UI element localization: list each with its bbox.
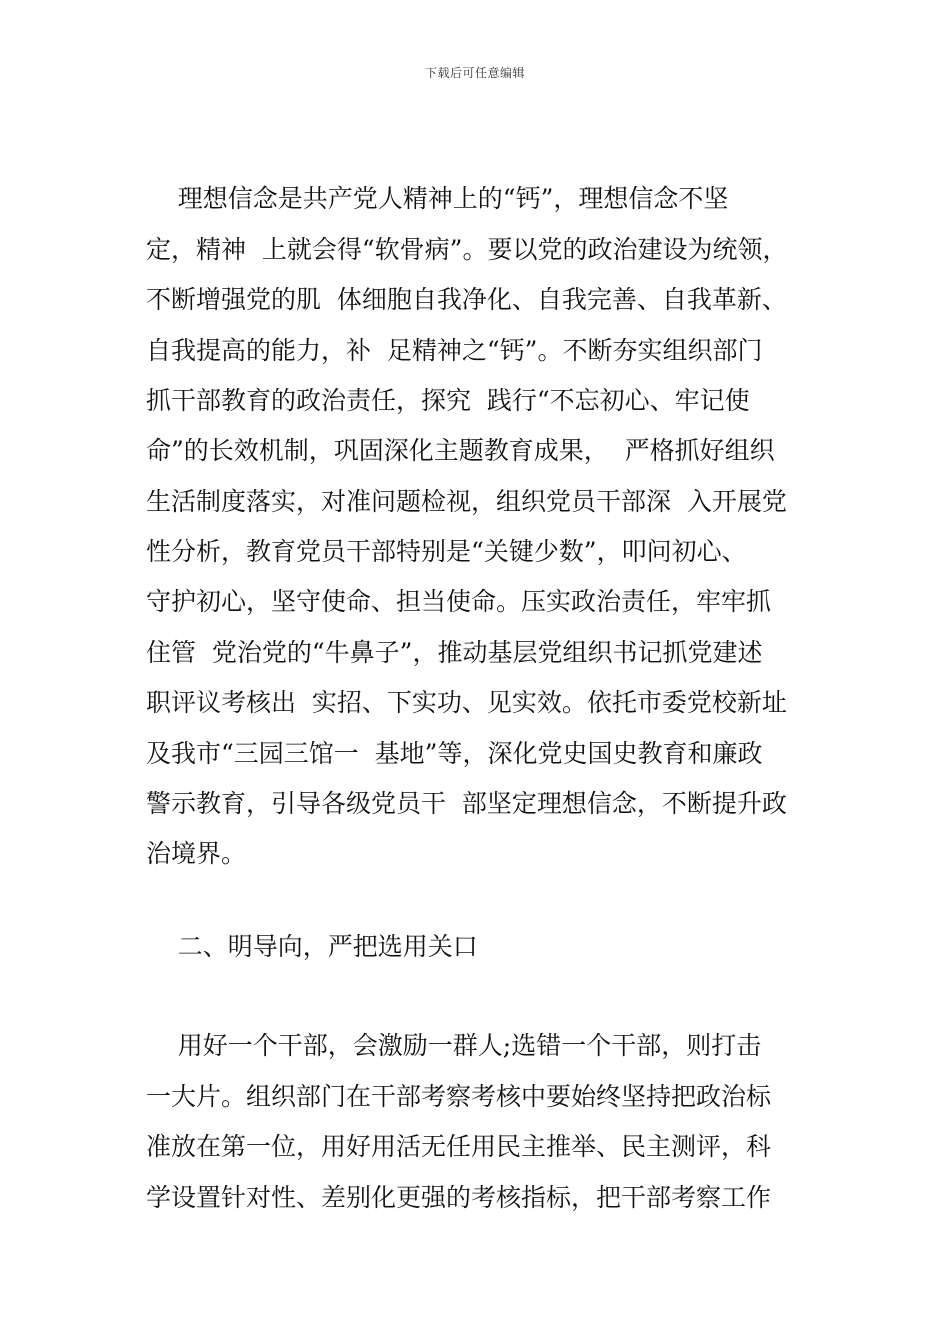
text-line: 及我市“三园三馆一 基地”等，深化党史国史教育和廉政	[146, 739, 763, 768]
text-line: 准放在第一位，用好用活无任用民主推举、民主测评，科	[146, 1132, 772, 1161]
text-line: 命”的长效机制，巩固深化主题教育成果， 严格抓好组织	[146, 436, 775, 465]
text-line: 生活制度落实，对准问题检视，组织党员干部深 入开展党	[146, 487, 787, 516]
text-line: 学设置针对性、差别化更强的考核指标，把干部考察工作	[146, 1183, 772, 1212]
text-line: 不断增强党的肌 体细胞自我净化、自我完善、自我革新、	[146, 285, 787, 314]
text-line: 抓干部教育的政治责任，探究 践行“不忘初心、牢记使	[146, 386, 750, 415]
header-note: 下载后可任意编辑	[424, 66, 525, 80]
text-line: 用好一个干部，会激励一群人;选错一个干部，则打击	[146, 1031, 762, 1060]
section-heading: 二、明导向，严把选用关口	[146, 932, 478, 961]
text-line: 警示教育，引导各级党员干 部坚定理想信念，不断提升政	[146, 789, 787, 818]
text-line: 定，精神 上就会得“软骨病”。要以党的政治建设为统领，	[146, 235, 788, 264]
text-line: 住管 党治党的“牛鼻子”，推动基层党组织书记抓党建述	[146, 638, 763, 667]
text-line: 职评议考核出 实招、下实功、见实效。依托市委党校新址	[146, 688, 787, 717]
text-line: 守护初心，坚守使命、担当使命。压实政治责任，牢牢抓	[146, 587, 772, 616]
text-line: 性分析，教育党员干部特别是“关键少数”，叩问初心、	[146, 537, 747, 566]
text-line: 自我提高的能力，补 足精神之“钙”。不断夯实组织部门	[146, 336, 763, 365]
text-line: 一大片。组织部门在干部考察考核中要始终坚持把政治标	[146, 1082, 772, 1111]
text-line: 理想信念是共产党人精神上的“钙”，理想信念不坚	[146, 184, 729, 213]
text-line: 治境界。	[146, 839, 247, 868]
